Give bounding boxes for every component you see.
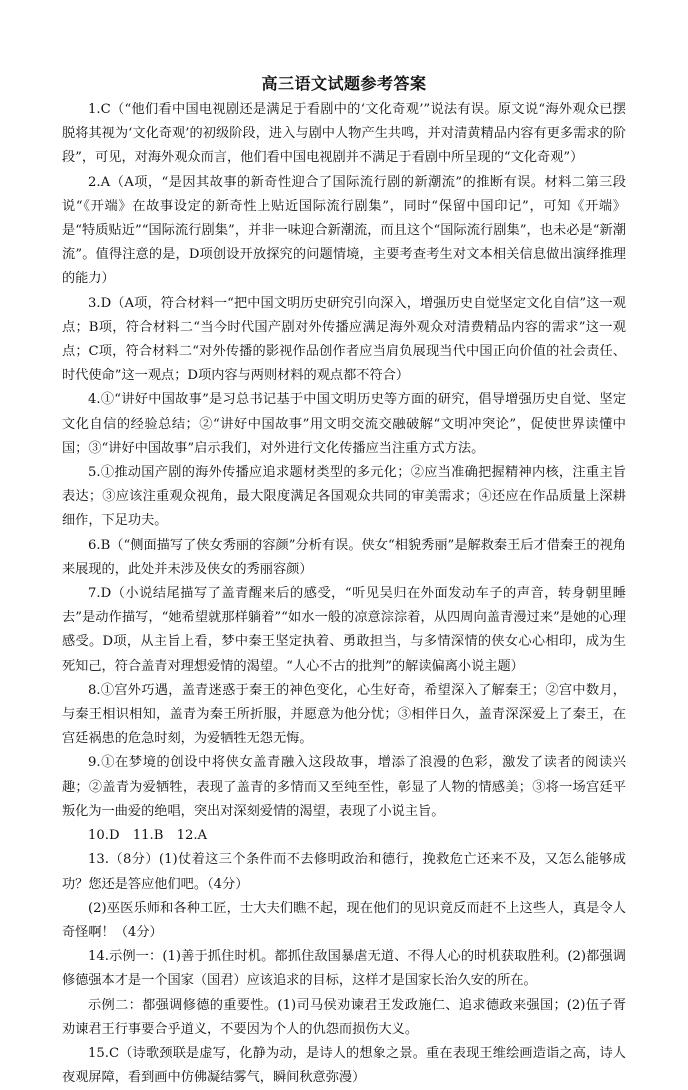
answer-4: 4.①“讲好中国故事”是习总书记基于中国文明历史等方面的研究，倡导增强历史自觉、坚定文化自信的经验总结；②“讲好中国故事”用文明交流交融破解“文明冲突论”，促使世界读懂中国；③“讲好中国故事”启示我们，对外进行文化传播应当注重方式方法。	[62, 392, 626, 456]
answer-13-part2: (2)巫医乐师和各种工匠，士大夫们瞧不起，现在他们的见识竟反而赶不上这些人，真是令人奇怪啊！（4分）	[62, 900, 626, 940]
answer-10-12: 10.D 11.B 12.A	[88, 828, 208, 844]
page-title: 高三语文试题参考答案	[261, 74, 427, 93]
answer-6: 6.B（“侧面描写了侠女秀丽的容颜”分析有误。侠女“相貌秀丽”是解救秦王后才借秦王的视角来展现的，此处并未涉及侠女的秀丽容颜）	[62, 537, 626, 577]
answer-1: 1.C（“他们看中国电视剧还是满足于看剧中的‘文化奇观’”说法有误。原文说“海外观众已摆脱将其视为‘文化奇观’的初级阶段，进入与剧中人物产生共鸣，并对清黄精品内容有更多需求的阶段”，可见，对海外观众而言，他们看中国电视剧并不满足于看剧中所呈现的“文化奇观”）	[62, 102, 626, 166]
answer-15: 15.C（诗歌颈联是虚写，化静为动，是诗人的想象之景。重在表现王维绘画造诣之高，诗人夜观屏障，看到画中仿佛凝结雾气，瞬间秋意弥漫）	[62, 1045, 626, 1086]
answer-5: 5.①推动国产剧的海外传播应追求题材类型的多元化；②应当准确把握精神内核，注重主旨表达；③应该注重观众视角，最大限度满足各国观众共同的审美需求；④还应在作品质量上深耕细作，下足功夫。	[62, 465, 626, 529]
answer-9: 9.①在梦境的创设中将侠女盖青融入这段故事，增添了浪漫的色彩，激发了读者的阅读兴趣；②盖青为爱牺牲，表现了盖青的多情而又至纯至性，彰显了人物的情感美；③将一场宫廷平叛化为一曲爱的绝唱，突出对深刻爱情的渴望，表现了小说主旨。	[62, 755, 626, 819]
answer-14-example2: 示例二：都强调修德的重要性。(1)司马侯劝谏君王发政施仁、追求德政来强国；(2)伍子胥劝谏君王行事要合乎道义，不要因为个人的仇怨而损伤大义。	[62, 997, 626, 1037]
answer-7: 7.D（小说结尾描写了盖青醒来后的感受，“听见吴归在外面发动车子的声音，转身朝里睡去”是动作描写，“她希望就那样躺着”“如水一般的凉意淙淙着，从四周向盖青漫过来”是她的心理感受。D项，从主旨上看，梦中秦王坚定执着、勇敢担当，与多情深情的侠女心心相印，成为生死知己，符合盖青对理想爱情的渴望。“人心不古的批判”的解读偏离小说主题）	[62, 586, 626, 674]
answer-8: 8.①宫外巧遇，盖青迷惑于秦王的神色变化，心生好奇，希望深入了解秦王；②宫中数月，与秦王相识相知，盖青为秦王所折服，并愿意为他分忧；③相伴日久，盖青深深爱上了秦王，在宫廷祸患的危急时刻，为爱牺牲无怨无悔。	[62, 682, 626, 747]
answer-13-part1: 13.（8分）(1)仗着这三个条件而不去修明政治和德行，挽救危亡还来不及，又怎么能够成功？您还是答应他们吧。（4分）	[62, 852, 626, 892]
answer-3: 3.D（A项，符合材料一“把中国文明历史研究引向深入，增强历史自觉坚定文化自信”这一观点；B项，符合材料二“当今时代国产剧对外传播应满足海外观众对清费精品内容的需求”这一观点；C项，符合材料二“对外传播的影视作品创作者应当肩负展现当代中国正向价值的社会责任、时代使命”这一观点；D项内容与两则材料的观点都不符合）	[62, 295, 626, 384]
answer-14-example1: 14.示例一：(1)善于抓住时机。都抓住敌国暴虐无道、不得人心的时机获取胜利。(2)都强调修德强本才是一个国家（国君）应该追求的目标，这样才是国家长治久安的所在。	[62, 949, 626, 989]
answer-2: 2.A（A项，“是因其故事的新奇性迎合了国际流行剧的新潮流”的推断有误。材料二第三段说“《开端》在故事设定的新奇性上贴近国际流行剧集”，同时“保留中国印记”，可知《开端》是“特质贴近”“国际流行剧集”，并非一味迎合新潮流，而且这个“国际流行剧集”，也未必是“新潮流”。值得注意的是，D项创设开放探究的问题情境，主要考查考生对文本相关信息做出演绎推理的能力）	[62, 174, 626, 287]
